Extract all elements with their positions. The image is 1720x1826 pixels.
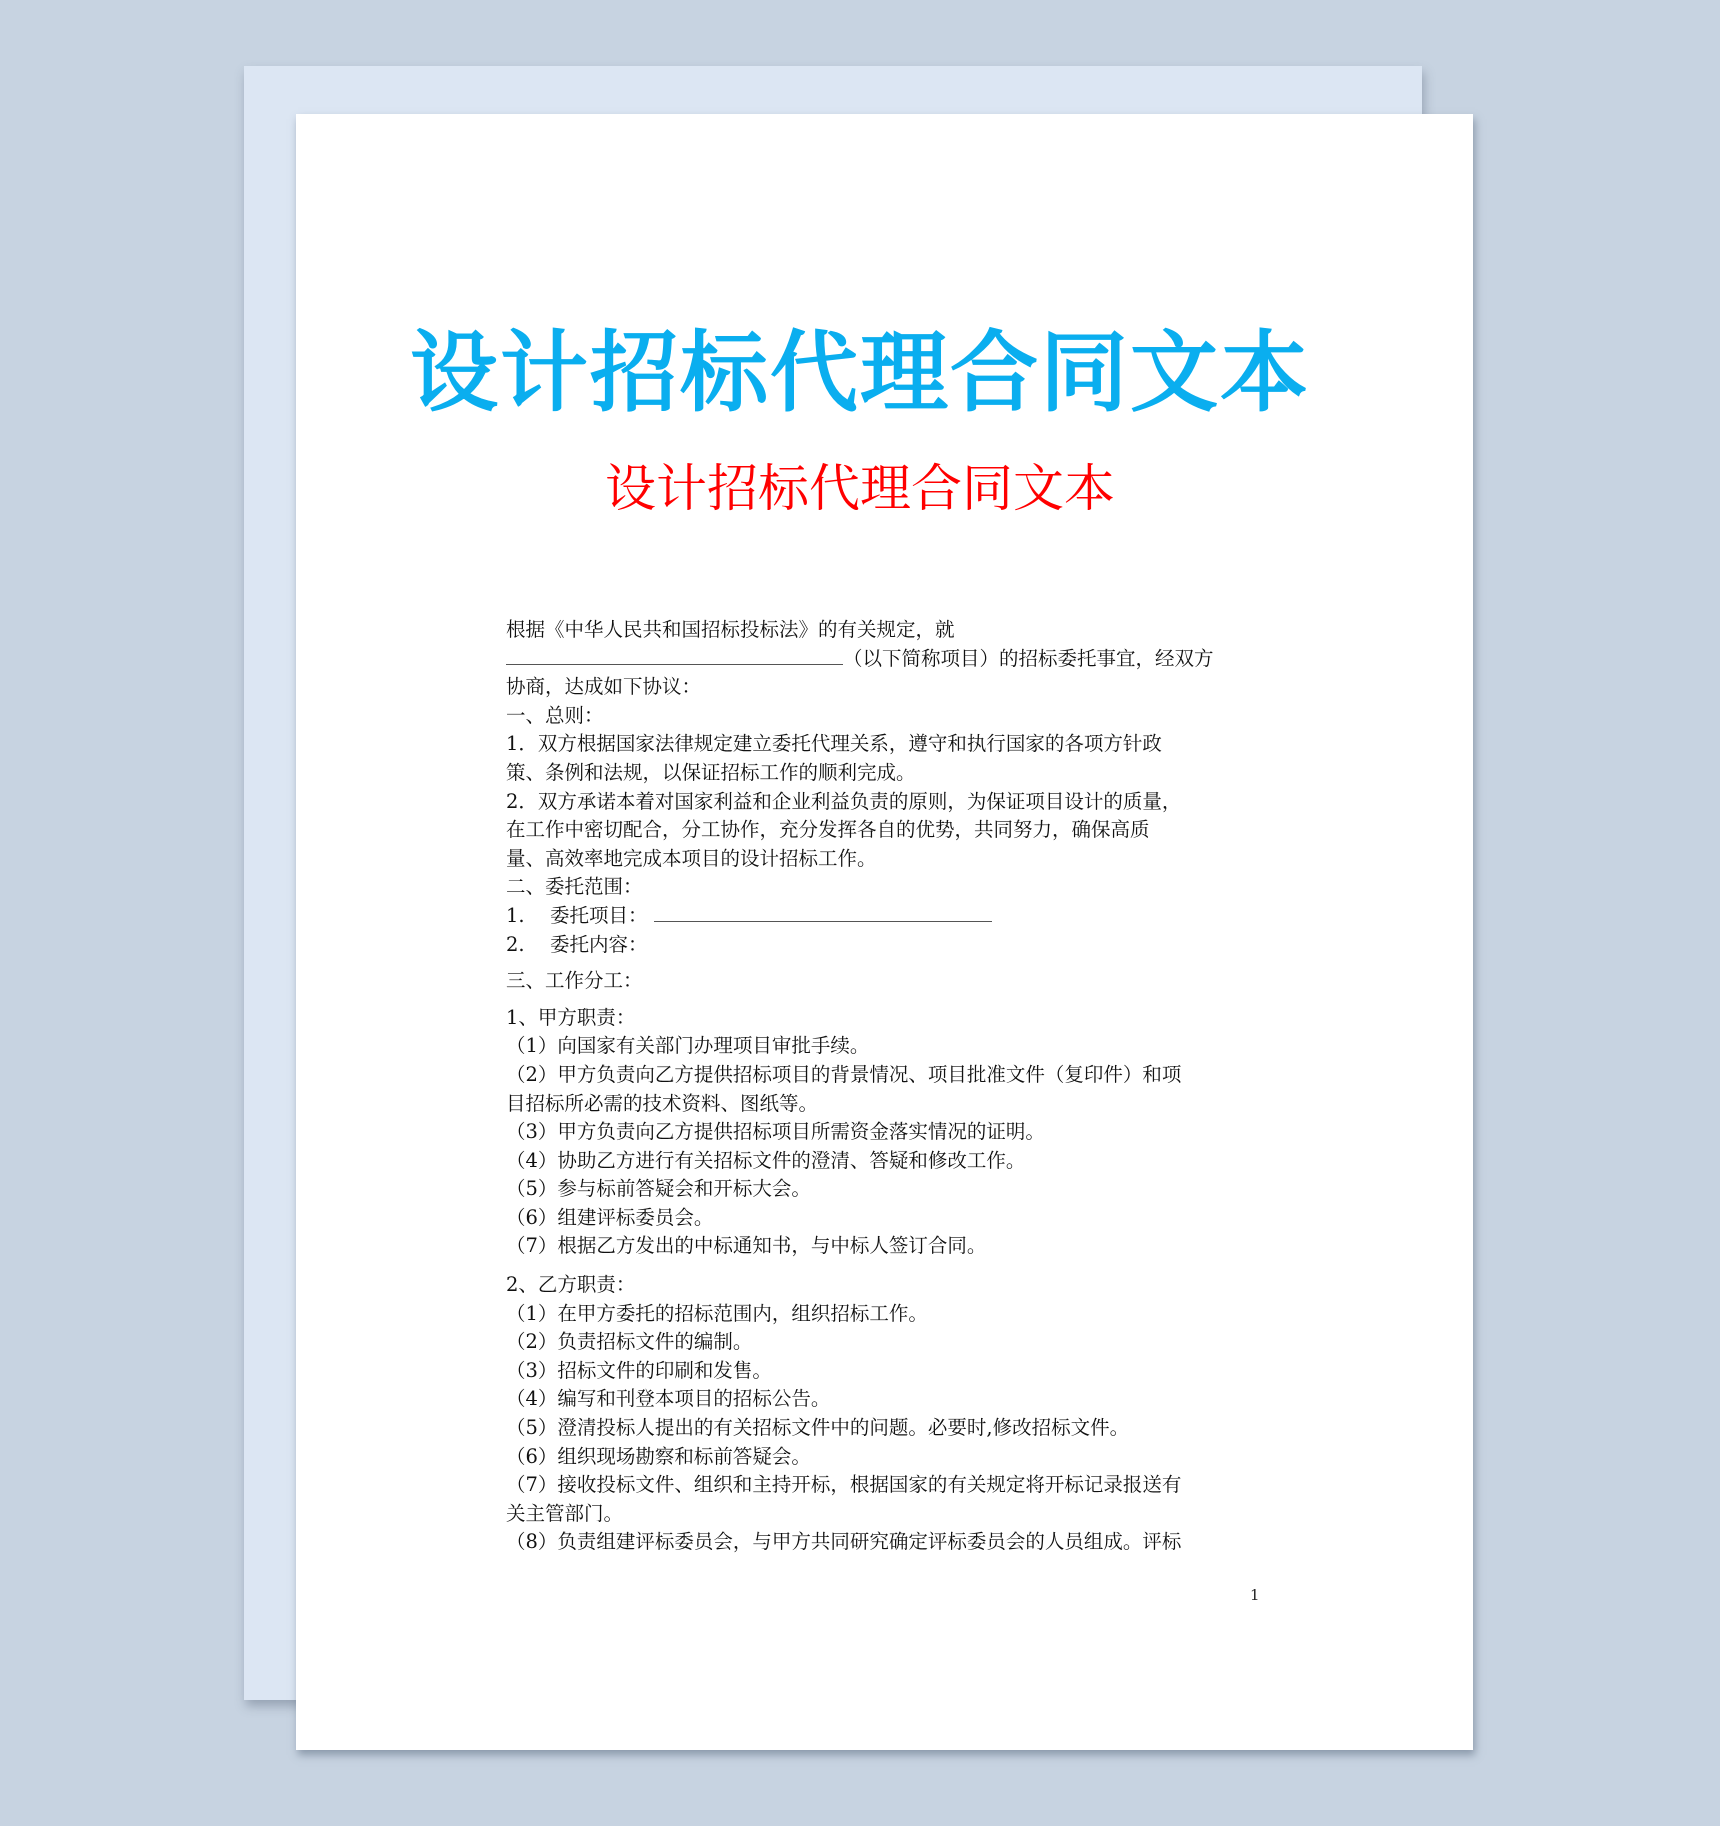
section-1-line: 1．双方根据国家法律规定建立委托代理关系，遵守和执行国家的各项方针政: [506, 732, 1162, 756]
section-2-item-project: [506, 902, 1258, 931]
item-number: 2.: [506, 932, 525, 956]
party-b-line: （8）负责组建评标委员会，与甲方共同研究确定评标委员会的人员组成。评标: [506, 1530, 1182, 1554]
entrusted-project-blank: [654, 903, 992, 922]
party-b-line: （3）招标文件的印刷和发售。: [506, 1358, 772, 1382]
party-b-line: （1）在甲方委托的招标范围内，组织招标工作。: [506, 1301, 928, 1325]
project-name-blank: [506, 646, 843, 665]
section-3-heading: 三、工作分工：: [506, 969, 643, 993]
section-1-line: 在工作中密切配合，分工协作，充分发挥各自的优势，共同努力，确保高质: [506, 818, 1150, 842]
section-2-item-content: [506, 931, 1258, 960]
party-a-line: （6）组建评标委员会。: [506, 1205, 714, 1229]
party-b-line: （5）澄清投标人提出的有关招标文件中的问题。必要时,修改招标文件。: [506, 1416, 1130, 1440]
page-number: 1: [1250, 1586, 1260, 1604]
section-1-heading: 一、总则：: [506, 703, 604, 727]
item-label: 委托内容：: [550, 932, 648, 956]
sub-title: 设计招标代理合同文本: [604, 460, 1115, 519]
section-2-heading: 二、委托范围：: [506, 875, 643, 899]
party-a-line: （5）参与标前答疑会和开标大会。: [506, 1177, 811, 1201]
section-1-line: 策、条例和法规，以保证招标工作的顺利完成。: [506, 760, 916, 784]
party-a-line: （7）根据乙方发出的中标通知书，与中标人签订合同。: [506, 1234, 987, 1258]
party-a-line: （4）协助乙方进行有关招标文件的澄清、答疑和修改工作。: [506, 1148, 1026, 1172]
intro-line-1: 根据《中华人民共和国招标投标法》的有关规定，就: [506, 618, 955, 641]
party-b-line: （2）负责招标文件的编制。: [506, 1330, 753, 1354]
party-b-line: （6）组织现场勘察和标前答疑会。: [506, 1444, 811, 1468]
item-number: 1.: [506, 903, 525, 927]
section-1-line: 量、高效率地完成本项目的设计招标工作。: [506, 846, 877, 870]
intro-line-3: 协商，达成如下协议：: [506, 675, 702, 699]
intro-line-2: [506, 645, 1258, 674]
item-label: 委托项目：: [550, 903, 648, 927]
party-b-line: （4）编写和刊登本项目的招标公告。: [506, 1387, 831, 1411]
party-b-heading: 2、乙方职责：: [506, 1273, 636, 1297]
section-1-line: 2．双方承诺本着对国家利益和企业利益负责的原则，为保证项目设计的质量，: [506, 789, 1182, 813]
party-a-line: （3）甲方负责向乙方提供招标项目所需资金落实情况的证明。: [506, 1120, 1045, 1144]
party-b-line: 关主管部门。: [506, 1501, 624, 1525]
party-a-line: （2）甲方负责向乙方提供招标项目的背景情况、项目批准文件（复印件）和项: [506, 1062, 1182, 1086]
party-a-line: （1）向国家有关部门办理项目审批手续。: [506, 1034, 870, 1058]
party-b-line: （7）接收投标文件、组织和主持开标，根据国家的有关规定将开标记录报送有: [506, 1473, 1182, 1497]
party-a-line: 目招标所必需的技术资料、图纸等。: [506, 1091, 819, 1115]
party-a-heading: 1、甲方职责：: [506, 1005, 636, 1029]
document-body: [506, 616, 1258, 1557]
main-title: 设计招标代理合同文本: [409, 321, 1310, 424]
intro-line-2-text: （以下简称项目）的招标委托事宜，经双方: [843, 646, 1214, 670]
